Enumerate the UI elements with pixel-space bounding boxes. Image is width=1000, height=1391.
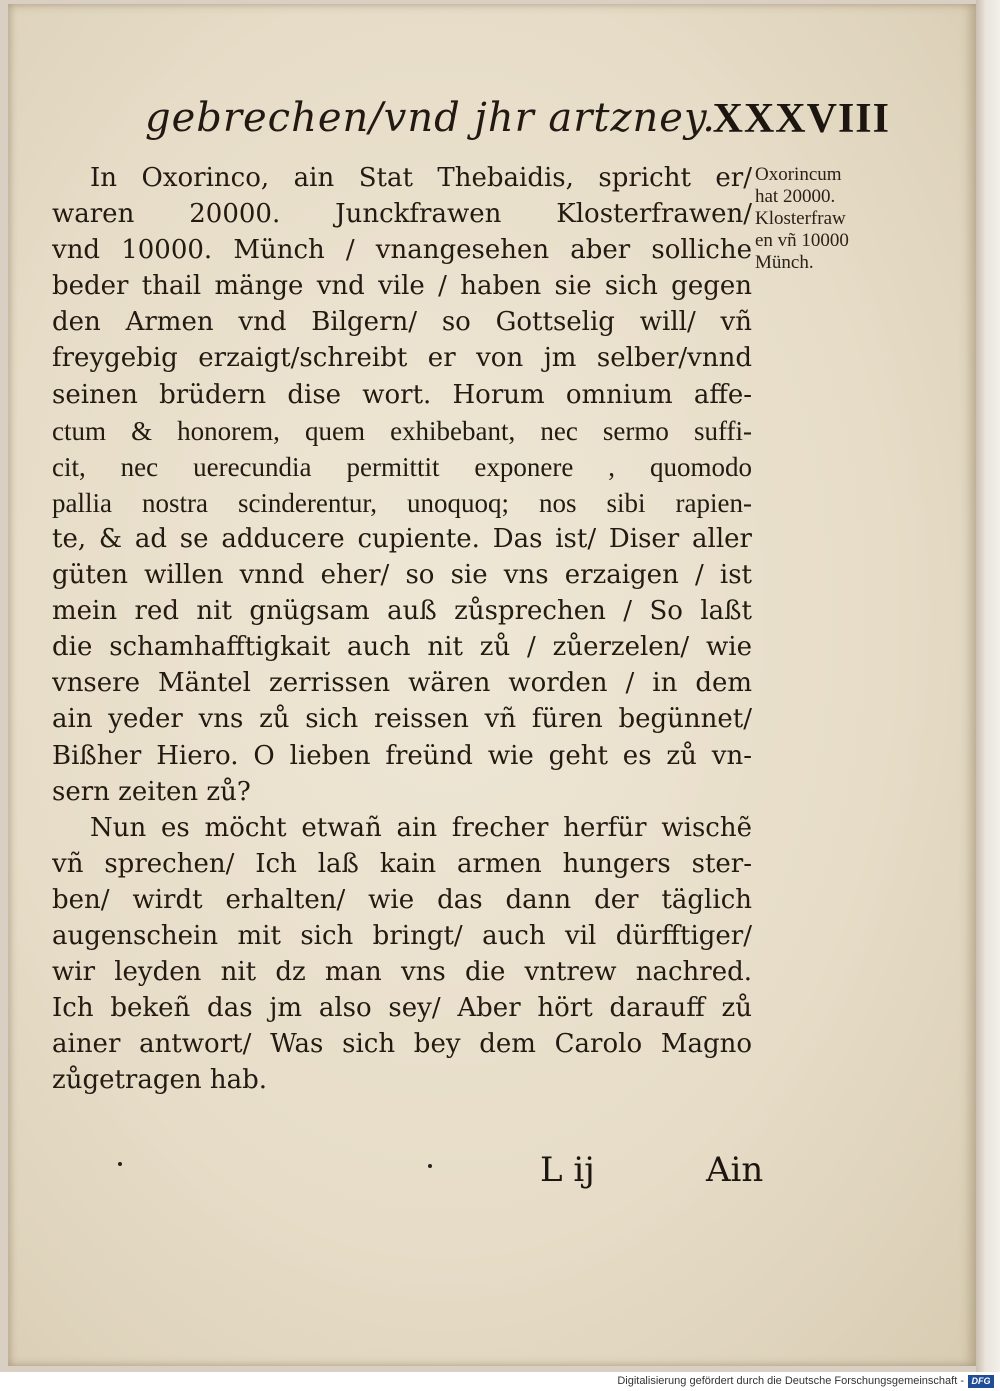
text-line: pallia nostra scinderentur, unoquoq; nos sibi rapien- <box>52 487 752 518</box>
marginal-line: Münch. <box>755 252 814 273</box>
marginal-line: en vñ 10000 <box>755 230 849 251</box>
marginal-line: Klosterfraw <box>755 208 846 229</box>
running-head <box>145 95 890 155</box>
text-line: vnsere Mäntel zerrissen wären worden / in dem <box>52 668 752 699</box>
text-line: ctum & honorem, quem exhibebant, nec sermo suffi- <box>52 415 752 446</box>
text-line: ain yeder vns zů sich reissen vñ füren begünnet/ <box>52 704 752 735</box>
marginal-note <box>755 164 885 274</box>
text-line: Bißher Hiero. O lieben freünd wie geht es zů vn- <box>52 740 752 771</box>
text-line: augenschein mit sich bringt/ auch vil dürfftiger/ <box>52 920 752 951</box>
marginal-line: Oxorincum <box>755 164 842 185</box>
dfg-logo: DFG <box>968 1375 994 1388</box>
text-line: sern zeiten zů? <box>52 776 251 807</box>
text-line: den Armen vnd Bilgern/ so Gottselig will/ vñ <box>52 307 752 338</box>
folio-number: XXXVIII <box>712 96 890 142</box>
text-line: vñ sprechen/ Ich laß kain armen hungers ster- <box>52 848 752 879</box>
ink-speck <box>428 1164 432 1168</box>
text-line: vnd 10000. Münch / vnangesehen aber solliche <box>52 235 752 266</box>
page-edge <box>976 0 1000 1372</box>
text-line: In Oxorinco, ain Stat Thebaidis, spricht er/ <box>90 163 752 193</box>
text-line: ainer antwort/ Was sich bey dem Carolo Magno <box>52 1029 752 1060</box>
ink-speck <box>118 1162 122 1166</box>
text-line: zůgetragen hab. <box>52 1065 268 1096</box>
text-line: Ich bekeñ das jm also sey/ Aber hört darauff zů <box>52 993 752 1024</box>
running-title: gebrechen/vnd jhr artzney. <box>145 95 716 141</box>
text-line: beder thail mänge vnd vile / haben sie sich gegen <box>52 271 752 302</box>
text-line: die schamhafftigkait auch nit zů / zůerzelen/ wie <box>52 632 752 663</box>
text-line: seinen brüdern dise wort. Horum omnium affe- <box>52 379 752 410</box>
text-line: cit, nec uerecundia permittit exponere , quomodo <box>52 451 752 482</box>
signature-mark: L ij <box>540 1150 595 1190</box>
text-line: waren 20000. Junckfrawen Klosterfrawen/ <box>52 199 752 230</box>
text-line: freygebig erzaigt/schreibt er von jm selber/vnnd <box>52 343 752 374</box>
text-line: ben/ wirdt erhalten/ wie das dann der täglich <box>52 884 752 915</box>
body-text <box>52 160 752 1098</box>
text-line: mein red nit gnügsam auß zůsprechen / So laßt <box>52 596 752 627</box>
marginal-line: hat 20000. <box>755 186 836 207</box>
text-line: güten willen vnnd eher/ so sie vns erzaigen / ist <box>52 560 752 591</box>
catchword: Ain <box>706 1150 764 1190</box>
footer-bar <box>0 1372 1000 1391</box>
text-line: Nun es möcht etwañ ain frecher herfür wischẽ <box>90 812 752 843</box>
text-line: wir leyden nit dz man vns die vntrew nachred. <box>52 957 752 988</box>
funding-credit: Digitalisierung gefördert durch die Deutsche Forschungsgemeinschaft - <box>617 1375 964 1387</box>
text-line: te, & ad se adducere cupiente. Das ist/ Diser aller <box>52 523 752 554</box>
